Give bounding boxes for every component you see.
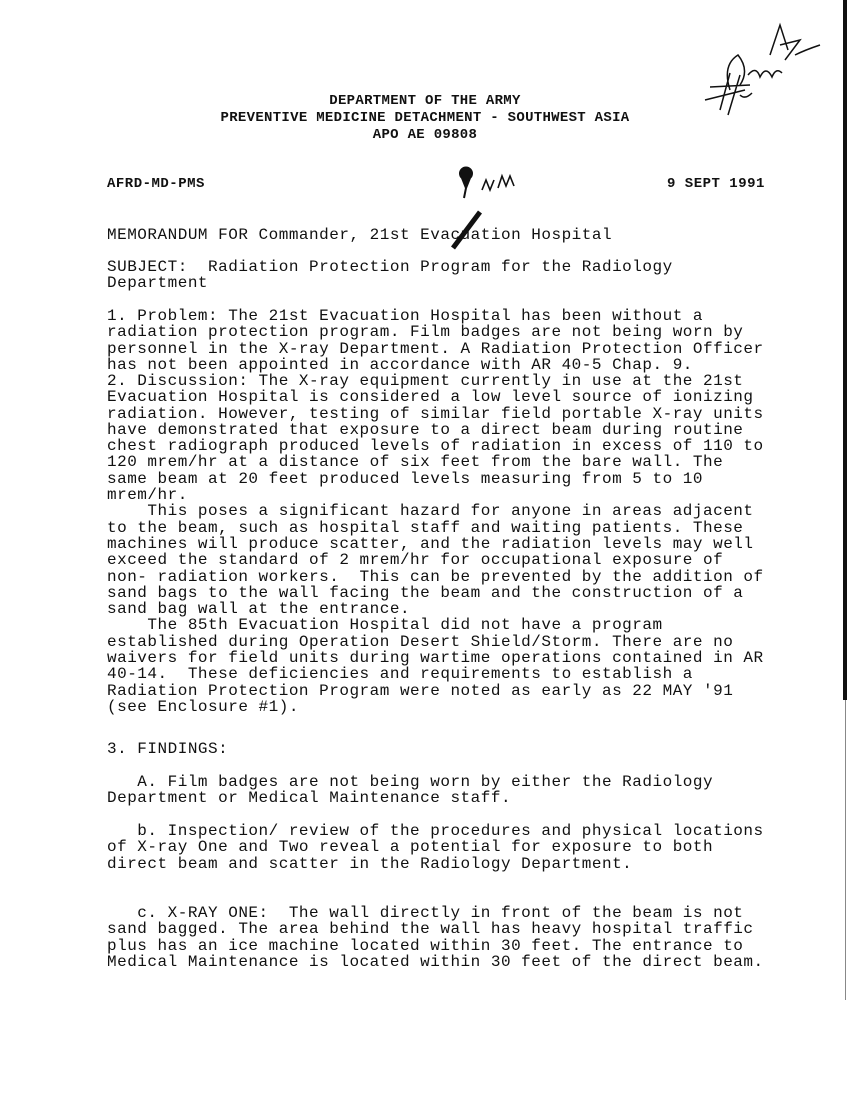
finding-a: A. Film badges are not being worn by either the Radiology Department or Medical Maintenance staff. — [107, 773, 714, 808]
paragraph-discussion: 2. Discussion: The X-ray equipment currently in use at the 21st Evacuation Hospital is considered a low level source of ionizing radiation. However, testing of similar field portable X-ray units have demonstrated that exposure to a direct beam during routine chest radiograph produced levels of radiation in excess of 110 to 120 mrem/hr at a distance of six feet from the bare wall. The same beam at 20 feet produced levels measuring from 5 to 10 mrem/hr. This poses a significant hazard for anyone in areas adjacent to the beam, such as hospital staff and waiting patients. These machines will produce scatter, and the radiation levels may well exceed the standard of 2 mrem/hr for occupational exposure of non- radiation workers. This can be prevented by the addition of sand bags to the wall facing the beam and the construction of a sand bag wall at the entrance. The 85th Evacuation Hospital did not have a program established during Operation Desert Shield/Storm. There are no waivers for field units during wartime operations contained in AR 40-14. These deficiencies and requirements to establish a Radiation Protection Program were noted as early as 22 MAY '91 (see Enclosure #1). — [107, 372, 764, 716]
letterhead-apo: APO AE 09808 — [372, 127, 478, 143]
paragraph-problem: 1. Problem: The 21st Evacuation Hospital has been without a radiation protection program. Film badges are not being worn by personnel in the X-ray Department. A Radiation Protection Officer has not been appointed in accordance with AR 40-5 Chap. 9. — [107, 307, 764, 374]
paragraph-findings-heading: 3. FINDINGS: — [107, 740, 229, 758]
memo-for-line: MEMORANDUM FOR Commander, 21st Evacuation Hospital — [107, 226, 613, 244]
office-symbol: AFRD-MD-PMS — [107, 176, 205, 192]
subject-line: SUBJECT: Radiation Protection Program for the Radiology Department — [107, 258, 673, 293]
memo-date: 9 SEPT 1991 — [667, 176, 765, 192]
scan-edge-lower — [845, 700, 846, 1000]
letterhead-department: DEPARTMENT OF THE ARMY — [329, 93, 521, 109]
handwritten-initials-annotation — [700, 15, 830, 105]
finding-b: b. Inspection/ review of the procedures and physical locations of X-ray One and Two reveal a potential for exposure to both direct beam and scatter in the Radiology Department. — [107, 822, 764, 873]
finding-c: c. X-RAY ONE: The wall directly in front of the beam is not sand bagged. The area behind the wall has heavy hospital traffic plus has an ice machine located within 30 feet. The entrance to Medical Maintenance is located within 30 feet of the direct beam. — [107, 904, 764, 971]
letterhead-unit: PREVENTIVE MEDICINE DETACHMENT - SOUTHWEST ASIA — [220, 110, 630, 126]
